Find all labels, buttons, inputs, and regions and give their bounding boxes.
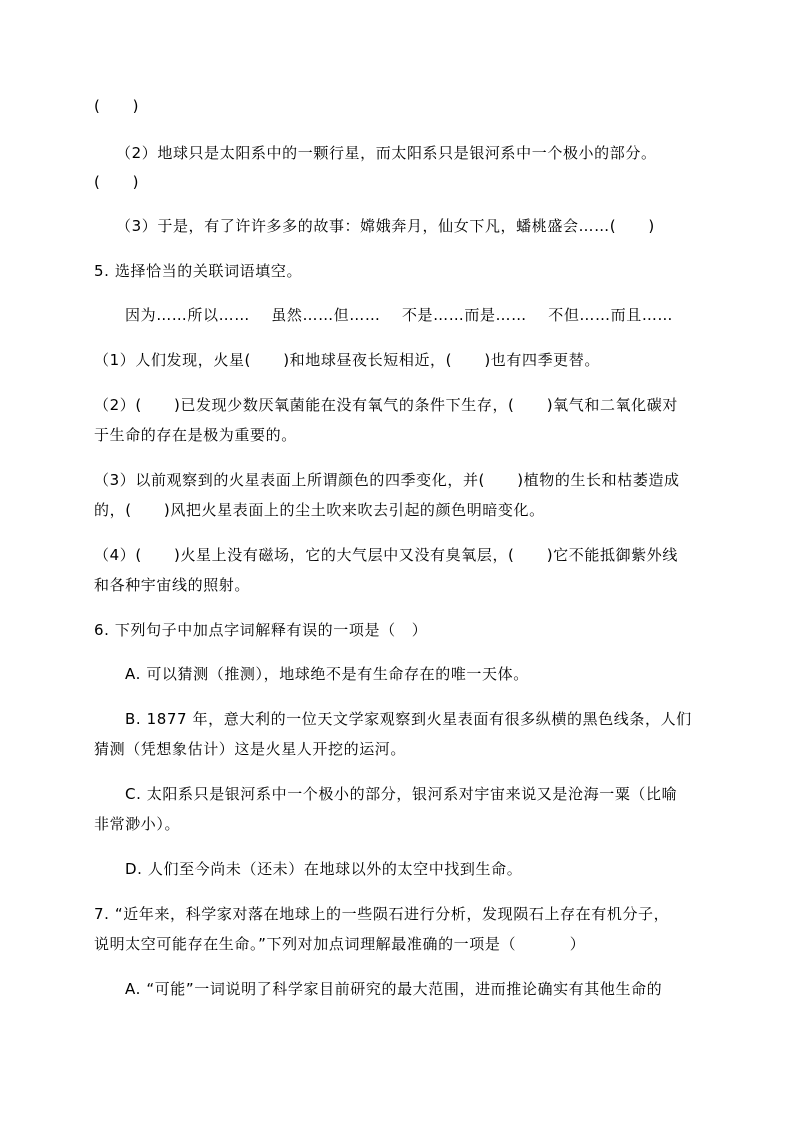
question-5-item-2: （2）( )已发现少数厌氧菌能在没有氧气的条件下生存，( )氧气和二氧化碳对 xyxy=(94,396,678,414)
question-6-option-b-cont: 猜测（凭想象估计）这是火星人开挖的运河。 xyxy=(94,740,407,758)
question-6-option-a: A. 可以猜测（推测），地球绝不是有生命存在的唯一天体。 xyxy=(125,665,529,683)
conjunction-options: 因为……所以…… 虽然……但…… 不是……而是…… 不但……而且…… xyxy=(125,306,674,324)
question-6-heading: 6. 下列句子中加点字词解释有误的一项是（ ） xyxy=(94,621,428,639)
question-4-item-3: （3）于是，有了许许多多的故事：嫦娥奔月，仙女下凡，蟠桃盛会……( ) xyxy=(116,217,655,235)
question-5-item-3-cont: 的，( )风把火星表面上的尘土吹来吹去引起的颜色明暗变化。 xyxy=(94,501,545,519)
question-5-item-1: （1）人们发现，火星( )和地球昼夜长短相近，( )也有四季更替。 xyxy=(94,351,600,369)
question-7-heading-cont: 说明太空可能存在生命。”下列对加点词理解最准确的一项是（ ） xyxy=(94,935,586,953)
question-6-option-c: C. 太阳系只是银河系中一个极小的部分，银河系对宇宙来说又是沧海一粟（比喻 xyxy=(125,785,678,803)
answer-blank: ( ) xyxy=(94,173,140,191)
question-5-item-4: （4）( )火星上没有磁场，它的大气层中又没有臭氧层，( )它不能抵御紫外线 xyxy=(94,546,678,564)
question-4-item-2: （2）地球只是太阳系中的一颗行星，而太阳系只是银河系中一个极小的部分。 xyxy=(116,144,657,162)
question-6-option-c-cont: 非常渺小）。 xyxy=(94,815,181,833)
question-5-item-2-cont: 于生命的存在是极为重要的。 xyxy=(94,426,297,444)
answer-blank: ( ) xyxy=(94,97,140,115)
question-7-option-a: A. “可能”一词说明了科学家目前研究的最大范围，进而推论确实有其他生命的 xyxy=(125,980,663,998)
question-6-option-d: D. 人们至今尚未（还未）在地球以外的太空中找到生命。 xyxy=(125,860,523,878)
question-6-option-b: B. 1877 年，意大利的一位天文学家观察到火星表面有很多纵横的黑色线条，人们 xyxy=(125,710,692,728)
question-5-item-4-cont: 和各种宇宙线的照射。 xyxy=(94,576,251,594)
question-5-item-3: （3）以前观察到的火星表面上所谓颜色的四季变化，并( )植物的生长和枯萎造成 xyxy=(94,471,680,489)
question-5-heading: 5. 选择恰当的关联词语填空。 xyxy=(94,262,303,280)
question-7-heading: 7. “近年来，科学家对落在地球上的一些陨石进行分析，发现陨石上存在有机分子， xyxy=(94,905,670,923)
